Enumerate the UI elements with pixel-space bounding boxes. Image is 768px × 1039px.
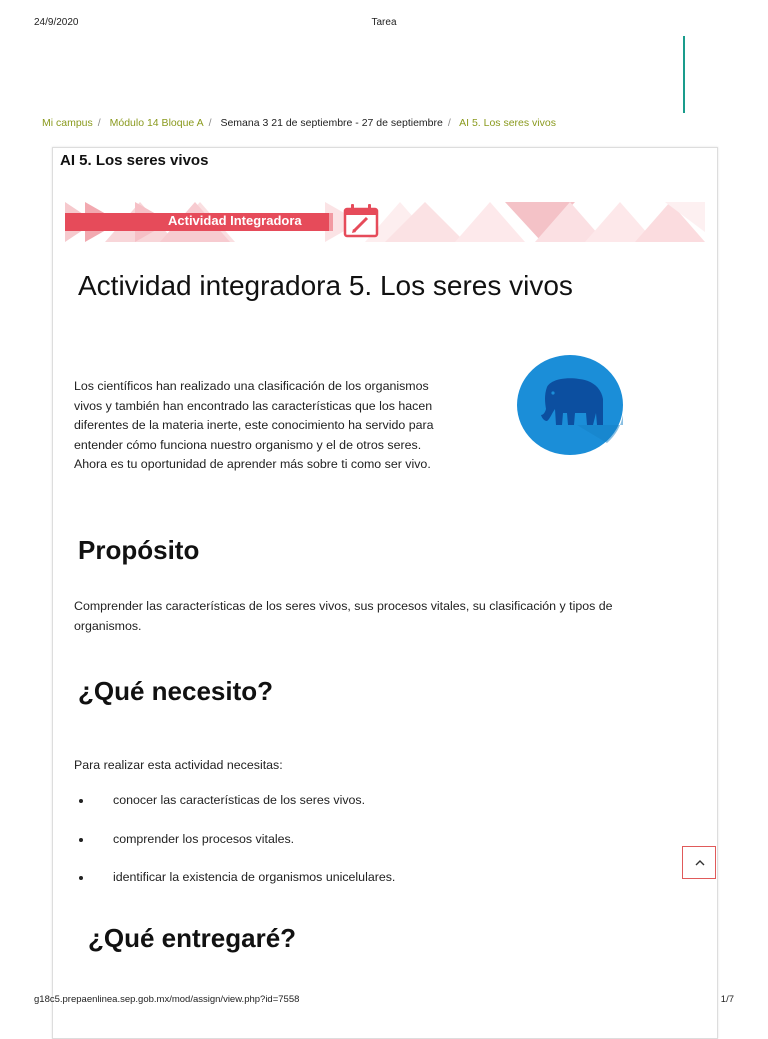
print-page-number: 1/7 xyxy=(720,994,734,1005)
card-title: AI 5. Los seres vivos xyxy=(60,152,209,169)
scroll-to-top-button[interactable] xyxy=(682,846,716,879)
breadcrumb-separator: / xyxy=(208,117,212,129)
decorative-divider xyxy=(683,36,685,113)
breadcrumb-semana: Semana 3 21 de septiembre - 27 de septiembre xyxy=(220,117,443,129)
list-item-text: conocer las características de los seres vivos. xyxy=(113,793,366,807)
print-date: 24/9/2020 xyxy=(34,17,79,28)
print-title: Tarea xyxy=(371,17,397,28)
list-item xyxy=(74,793,634,832)
section-heading-entregare: ¿Qué entregaré? xyxy=(88,923,297,953)
page-heading: Actividad integradora 5. Los seres vivos xyxy=(78,270,573,301)
activity-card xyxy=(52,147,718,1039)
bullet-icon xyxy=(79,838,83,842)
calendar-edit-icon xyxy=(345,204,377,236)
list-item-text: identificar la existencia de organismos unicelulares. xyxy=(113,870,396,884)
intro-paragraph: Los científicos han realizado una clasificación de los organismos vivos y también han encontrado las características que los hacen diferentes de la materia inerte, este conocimiento ha servido para entender cómo funciona nuestro organismo y el de otros seres. Ahora es tu oportunidad de aprender más sobre ti como ser vivo. xyxy=(74,379,434,471)
breadcrumb xyxy=(42,117,556,129)
activity-banner xyxy=(65,202,705,242)
list-item xyxy=(74,832,634,871)
breadcrumb-modulo[interactable]: Módulo 14 Bloque A xyxy=(109,117,204,129)
print-url: g18c5.prepaenlinea.sep.gob.mx/mod/assign/view.php?id=7558 xyxy=(34,994,300,1005)
chevron-up-icon xyxy=(695,859,705,867)
bullet-icon xyxy=(79,799,83,803)
elephant-icon xyxy=(517,355,623,455)
requirements-list xyxy=(74,793,634,909)
list-item xyxy=(74,870,634,909)
breadcrumb-activity[interactable]: AI 5. Los seres vivos xyxy=(459,117,556,129)
bullet-icon xyxy=(79,876,83,880)
proposito-text: Comprender las características de los seres vivos, sus procesos vitales, su clasificación y tipos de organismos. xyxy=(74,599,613,633)
list-item-text: comprender los procesos vitales. xyxy=(113,831,295,846)
necesito-text: Para realizar esta actividad necesitas: xyxy=(74,758,283,772)
breadcrumb-mi-campus[interactable]: Mi campus xyxy=(42,117,93,129)
breadcrumb-separator: / xyxy=(447,117,451,129)
banner-label: Actividad Integradora xyxy=(168,213,302,228)
section-heading-necesito: ¿Qué necesito? xyxy=(78,676,274,706)
section-heading-proposito: Propósito xyxy=(78,535,200,565)
breadcrumb-separator: / xyxy=(97,117,101,129)
banner-pattern xyxy=(65,202,705,242)
